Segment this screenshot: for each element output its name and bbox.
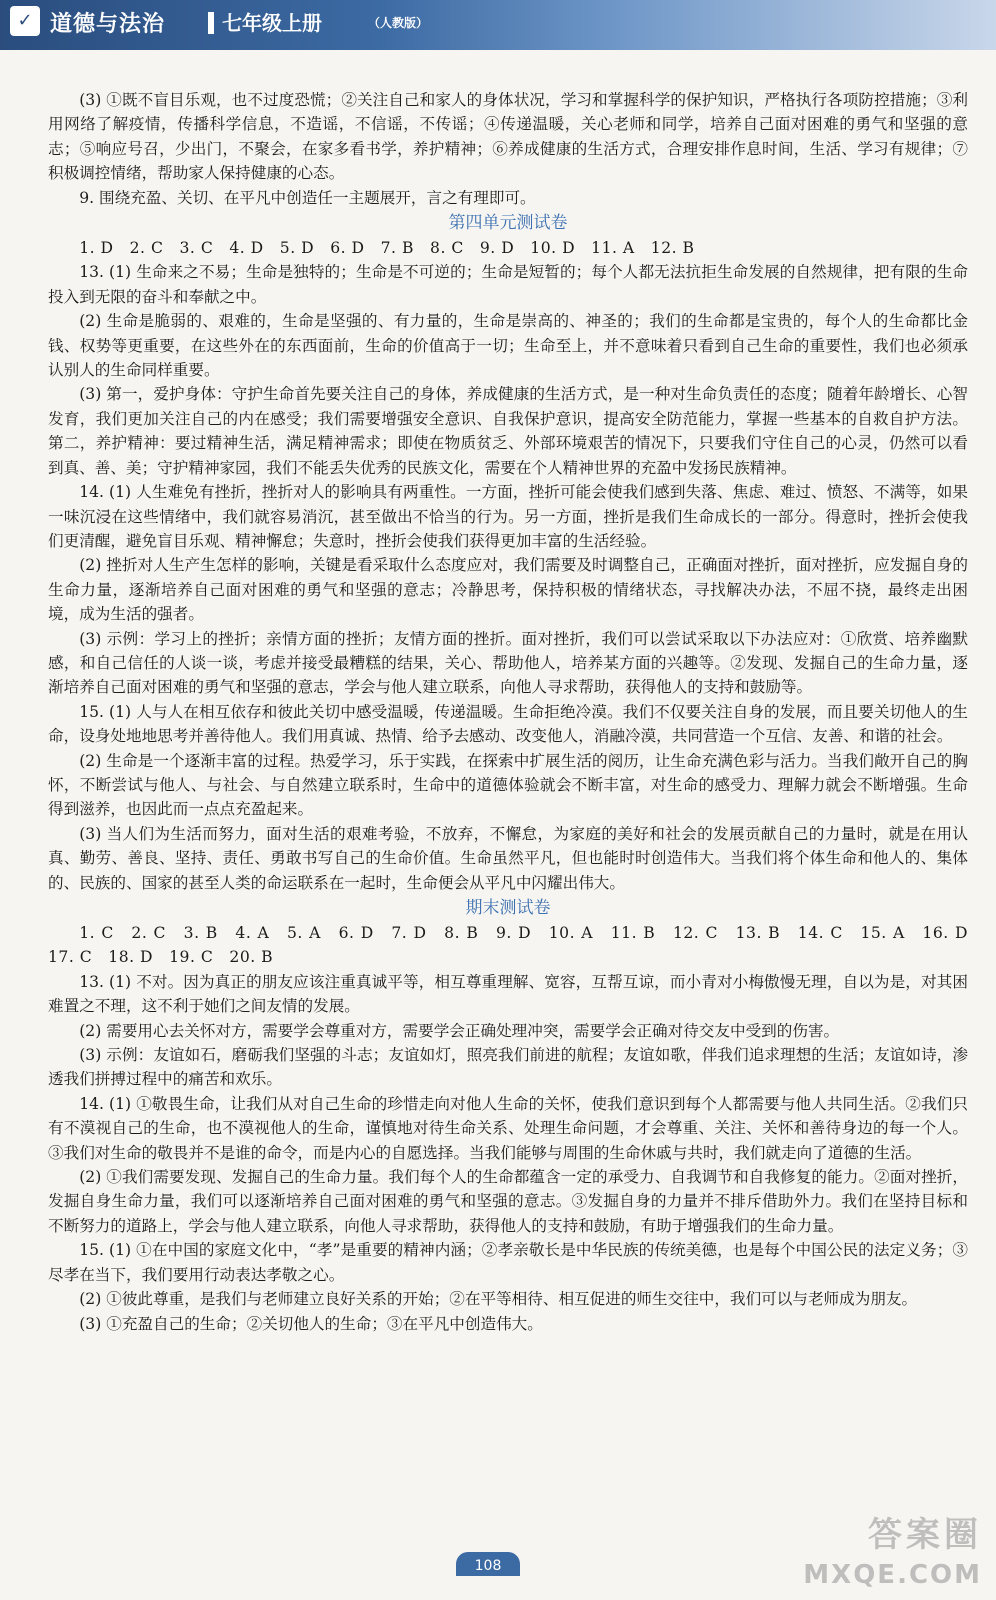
paragraph: (2) 生命是一个逐渐丰富的过程。热爱学习，乐于实践，在探索中扩展生活的阅历，让生命充满色彩与活力。当我们敞开自己的胸怀，不断尝试与他人、与社会、与自然建立联系时，生命中的道德体验就会不断丰富，对生命的感受力、理解力就会不断增强。生命得到滋养，也因此而一点点充盈起来。 xyxy=(48,751,968,819)
paragraph: 14. (1) ①敬畏生命，让我们从对自己生命的珍惜走向对他人生命的关怀，使我们意识到每个人都需要与他人共同生活。②我们只有不漠视自己的生命，也不漠视他人的生命，谨慎地对待生命关系、处理生命问题，才会尊重、关注、关怀和善待身边的每一个人。③我们对生命的敬畏并不是谁的命令，而是内心的自愿选择。当我们能够与周围的生命休戚与共时，我们就走向了道德的生活。 xyxy=(48,1094,968,1162)
paragraph: (3) 示例：学习上的挫折；亲情方面的挫折；友情方面的挫折。面对挫折，我们可以尝试采取以下办法应对：①欣赏、培养幽默感，和自己信任的人谈一谈，考虑并接受最糟糕的结果，关心、帮助他人，培养某方面的兴趣等。②发现、发掘自己的生命力量，逐渐培养自己面对困难的勇气和坚强的意志，学会与他人建立联系，向他人寻求帮助，获得他人的支持和鼓励等。 xyxy=(48,629,968,697)
paragraph: (2) 生命是脆弱的、艰难的，生命是坚强的、有力量的，生命是崇高的、神圣的；我们的生命都是宝贵的，每个人的生命都比金钱、权势等更重要，在这些外在的东西面前，生命的价值高于一切；生命至上，并不意味着只看到自己生命的重要性，我们也必须承认别人的生命同样重要。 xyxy=(48,312,968,380)
page-header xyxy=(0,0,996,50)
site-watermark xyxy=(803,1507,982,1590)
paragraph: 13. (1) 不对。因为真正的朋友应该注重真诚平等，相互尊重理解、宽容，互帮互谅，而小青对小梅傲慢无理，自以为是，对其困难置之不理，这不利于她们之间友情的发展。 xyxy=(48,972,968,1016)
paragraph: (3) ①充盈自己的生命；②关切他人的生命；③在平凡中创造伟大。 xyxy=(79,1314,543,1333)
paragraph: (3) 示例：友谊如石，磨砺我们坚强的斗志；友谊如灯，照亮我们前进的航程；友谊如歌，伴我们追求理想的生活；友谊如诗，渗透我们拼搏过程中的痛苦和欢乐。 xyxy=(48,1046,968,1089)
paragraph: (3) 当人们为生活而努力，面对生活的艰难考验，不放弃，不懈怠，为家庭的美好和社会的发展贡献自己的力量时，就是在用认真、勤劳、善良、坚持、责任、勇敢书写自己的生命价值。生命虽然平凡，但也能时时创造伟大。当我们将个体生命和他人的、集体的、民族的、国家的甚至人类的命运联系在一起时，生命便会从平凡中闪耀出伟大。 xyxy=(48,824,968,892)
paragraph: 15. (1) ①在中国的家庭文化中，“孝”是重要的精神内涵；②孝亲敬长是中华民族的传统美德，也是每个中国公民的法定义务；③尽孝在当下，我们要用行动表达孝敬之心。 xyxy=(48,1241,968,1284)
paragraph: 15. (1) 人与人在相互依存和彼此关切中感受温暖，传递温暖。生命拒绝冷漠。我们不仅要关注自身的发展，而且要关切他人的生命，设身处地地思考并善待他人。我们用真诚、热情、给予去感动、改变他人，消融冷漠，共同营造一个互信、友善、和谐的社会。 xyxy=(48,702,968,746)
paragraph: 14. (1) 人生难免有挫折，挫折对人的影响具有两重性。一方面，挫折可能会使我们感到失落、焦虑、难过、愤怒、不满等，如果一味沉浸在这些情绪中，我们就容易消沉，甚至做出不恰当的行为。另一方面，挫折是我们生命成长的一部分。得意时，挫折会使我们更清醒，避免盲目乐观、精神懈怠；失意时，挫折会使我们获得更加丰富的生活经验。 xyxy=(48,483,968,550)
section-heading-unit4: 第四单元测试卷 xyxy=(448,213,568,234)
subject-title: 道德与法治 xyxy=(50,12,166,37)
paragraph: (2) 需要用心去关怀对方，需要学会尊重对方，需要学会正确处理冲突，需要学会正确对待交友中受到的伤害。 xyxy=(79,1021,840,1040)
page-number: 108 xyxy=(456,1552,520,1576)
multiple-choice-answers: 1. C 2. C 3. B 4. A 5. A 6. D 7. D 8. B 9. D 10. A 11. B 12. C 13. B 14. C 15. A 16. D 17. C 18. D 19. C 20. B xyxy=(48,924,985,967)
section-heading-final: 期末测试卷 xyxy=(465,898,551,918)
watermark-text: 答案圈 xyxy=(868,1515,982,1555)
paragraph: (3) ①既不盲目乐观，也不过度恐慌；②关注自己和家人的身体状况，学习和掌握科学的保护知识，严格执行各项防控措施；③利用网络了解疫情，传播科学信息，不造谣，不信谣，不传谣；④传递温暖，关心老师和同学，培养自己面对困难的勇气和坚强的意志；⑤响应号召，少出门，不聚会，在家多看书学，养护精神；⑥养成健康的生活方式，合理安排作息时间，生活、学习有规律；⑦积极调控情绪，帮助家人保持健康的心态。 xyxy=(48,91,968,183)
book-logo-icon: ✓ xyxy=(10,6,40,36)
paragraph: (2) ①彼此尊重，是我们与老师建立良好关系的开始；②在平等相待、相互促进的师生交往中，我们可以与老师成为朋友。 xyxy=(79,1290,918,1309)
paragraph: 9. 围绕充盈、关切、在平凡中创造任一主题展开，言之有理即可。 xyxy=(79,188,536,207)
paragraph: (2) ①我们需要发现、发掘自己的生命力量。我们每个人的生命都蕴含一定的承受力、自我调节和自我修复的能力。②面对挫折，发掘自身生命力量，我们可以逐渐培养自己面对困难的勇气和坚强的意志。③发掘自身的力量并不排斥借助外力。我们在坚持目标和不断努力的道路上，学会与他人建立联系，向他人寻求帮助，获得他人的支持和鼓励，有助于增强我们的生命力量。 xyxy=(48,1168,968,1235)
paragraph: (2) 挫折对人生产生怎样的影响，关键是看采取什么态度应对，我们需要及时调整自己，正确面对挫折，面对挫折，应发掘自身的生命力量，逐渐培养自己面对困难的勇气和坚强的意志；冷静思考，保持积极的情绪状态，寻找解决办法，不屈不挠，最终走出困境，成为生活的强者。 xyxy=(48,556,968,624)
header-separator xyxy=(208,12,214,34)
watermark-url: MXQE.COM xyxy=(803,1560,982,1590)
grade-title: 七年级上册 xyxy=(222,11,322,35)
answer-content xyxy=(48,88,985,1336)
paragraph: 13. (1) 生命来之不易；生命是独特的；生命是不可逆的；生命是短暂的；每个人都无法抗拒生命发展的自然规律，把有限的生命投入到无限的奋斗和奉献之中。 xyxy=(48,263,968,306)
multiple-choice-answers: 1. D 2. C 3. C 4. D 5. D 6. D 7. B 8. C 9. D 10. D 11. A 12. B xyxy=(79,239,695,258)
edition-label: （人教版） xyxy=(368,16,429,30)
paragraph: (3) 第一，爱护身体：守护生命首先要关注自己的身体，养成健康的生活方式，是一种对生命负责任的态度；随着年龄增长、心智发育，我们更加关注自己的内在感受；我们需要增强安全意识、自我保护意识，提高安全防范能力，掌握一些基本的自救自护方法。第二，养护精神：要过精神生活，满足精神需求；即使在物质贫乏、外部环境艰苦的情况下，只要我们守住自己的心灵，仍然可以看到真、善、美；守护精神家园，我们不能丢失优秀的民族文化，需要在个人精神世界的充盈中发扬民族精神。 xyxy=(48,385,968,477)
